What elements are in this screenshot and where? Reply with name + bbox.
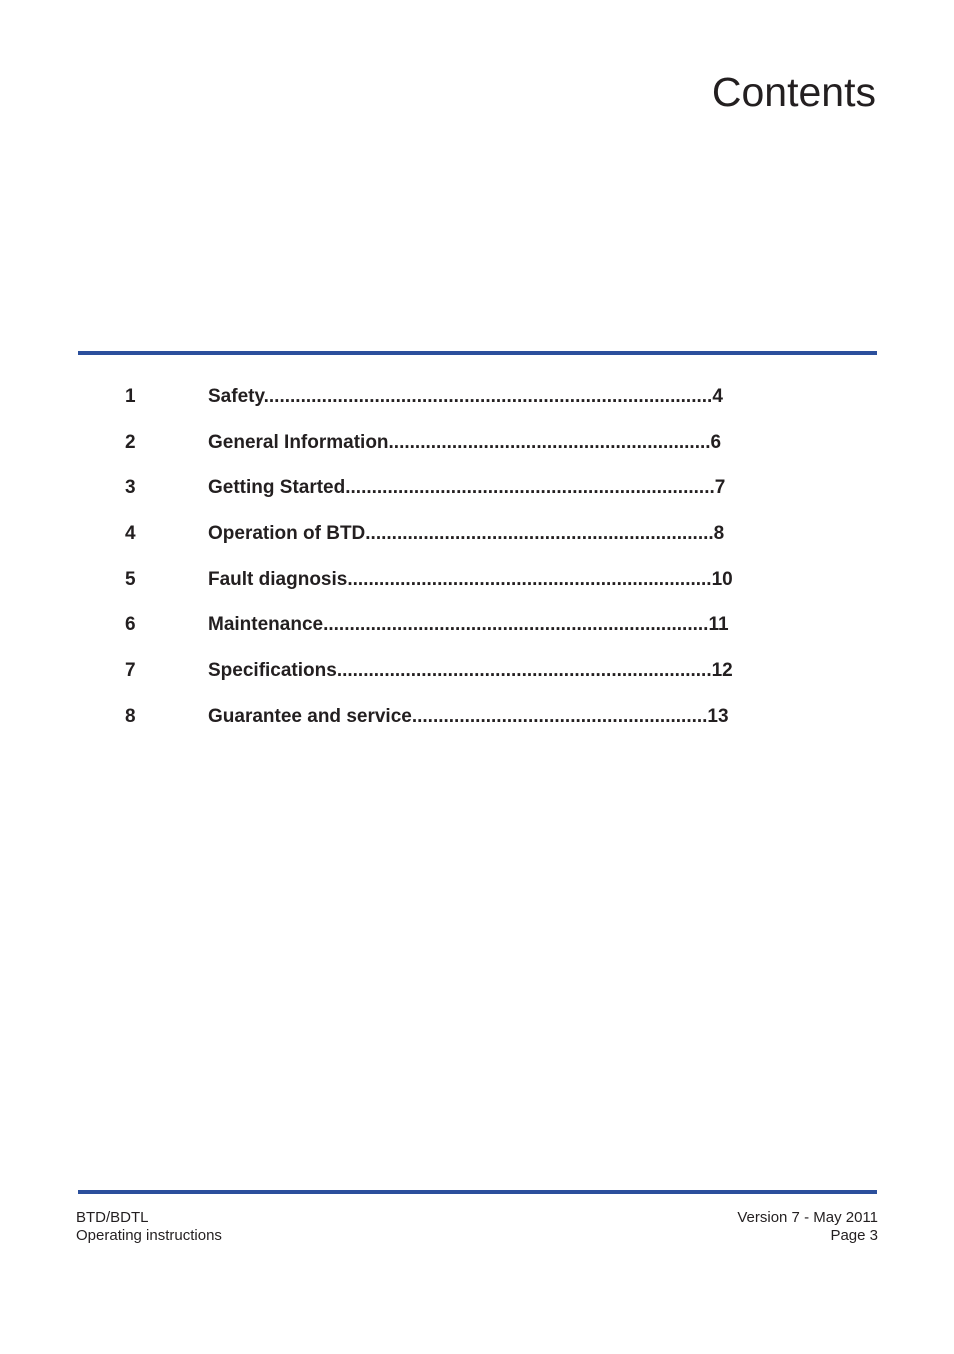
toc-item-number: 5 bbox=[125, 568, 136, 590]
toc-item-link[interactable]: Maintenance.........................................................................11 bbox=[208, 614, 729, 636]
footer-right bbox=[737, 1209, 878, 1244]
footer-version: Version 7 - May 2011 bbox=[737, 1209, 878, 1226]
footer-page-number: Page 3 bbox=[830, 1226, 878, 1244]
toc-item-link[interactable]: Specifications.......................................................................12 bbox=[208, 660, 733, 682]
toc-item-number: 7 bbox=[125, 660, 136, 682]
toc-item-link[interactable]: Fault diagnosis.....................................................................10 bbox=[208, 568, 733, 590]
header-divider bbox=[78, 351, 877, 355]
toc-item-number: 6 bbox=[125, 614, 136, 636]
toc-item-link[interactable]: Guarantee and service........................................................13 bbox=[208, 705, 729, 727]
footer-left bbox=[76, 1209, 222, 1244]
page-title: Contents bbox=[711, 69, 876, 115]
toc-item-link[interactable]: General Information.............................................................6 bbox=[208, 431, 722, 453]
footer-product: BTD/BDTL bbox=[76, 1209, 149, 1226]
toc-item-number: 8 bbox=[125, 705, 136, 727]
footer-doc-type: Operating instructions bbox=[76, 1226, 222, 1244]
toc-item-number: 3 bbox=[125, 477, 136, 499]
toc-item-number: 1 bbox=[125, 386, 136, 407]
toc-item-number: 2 bbox=[125, 431, 136, 453]
toc-item-link[interactable]: Safety.....................................................................................4 bbox=[208, 386, 723, 407]
toc-item-number: 4 bbox=[125, 523, 136, 545]
footer-divider bbox=[78, 1190, 877, 1194]
toc-item-link[interactable]: Getting Started......................................................................7 bbox=[208, 477, 726, 499]
toc-item-link[interactable]: Operation of BTD..................................................................8 bbox=[208, 523, 725, 545]
